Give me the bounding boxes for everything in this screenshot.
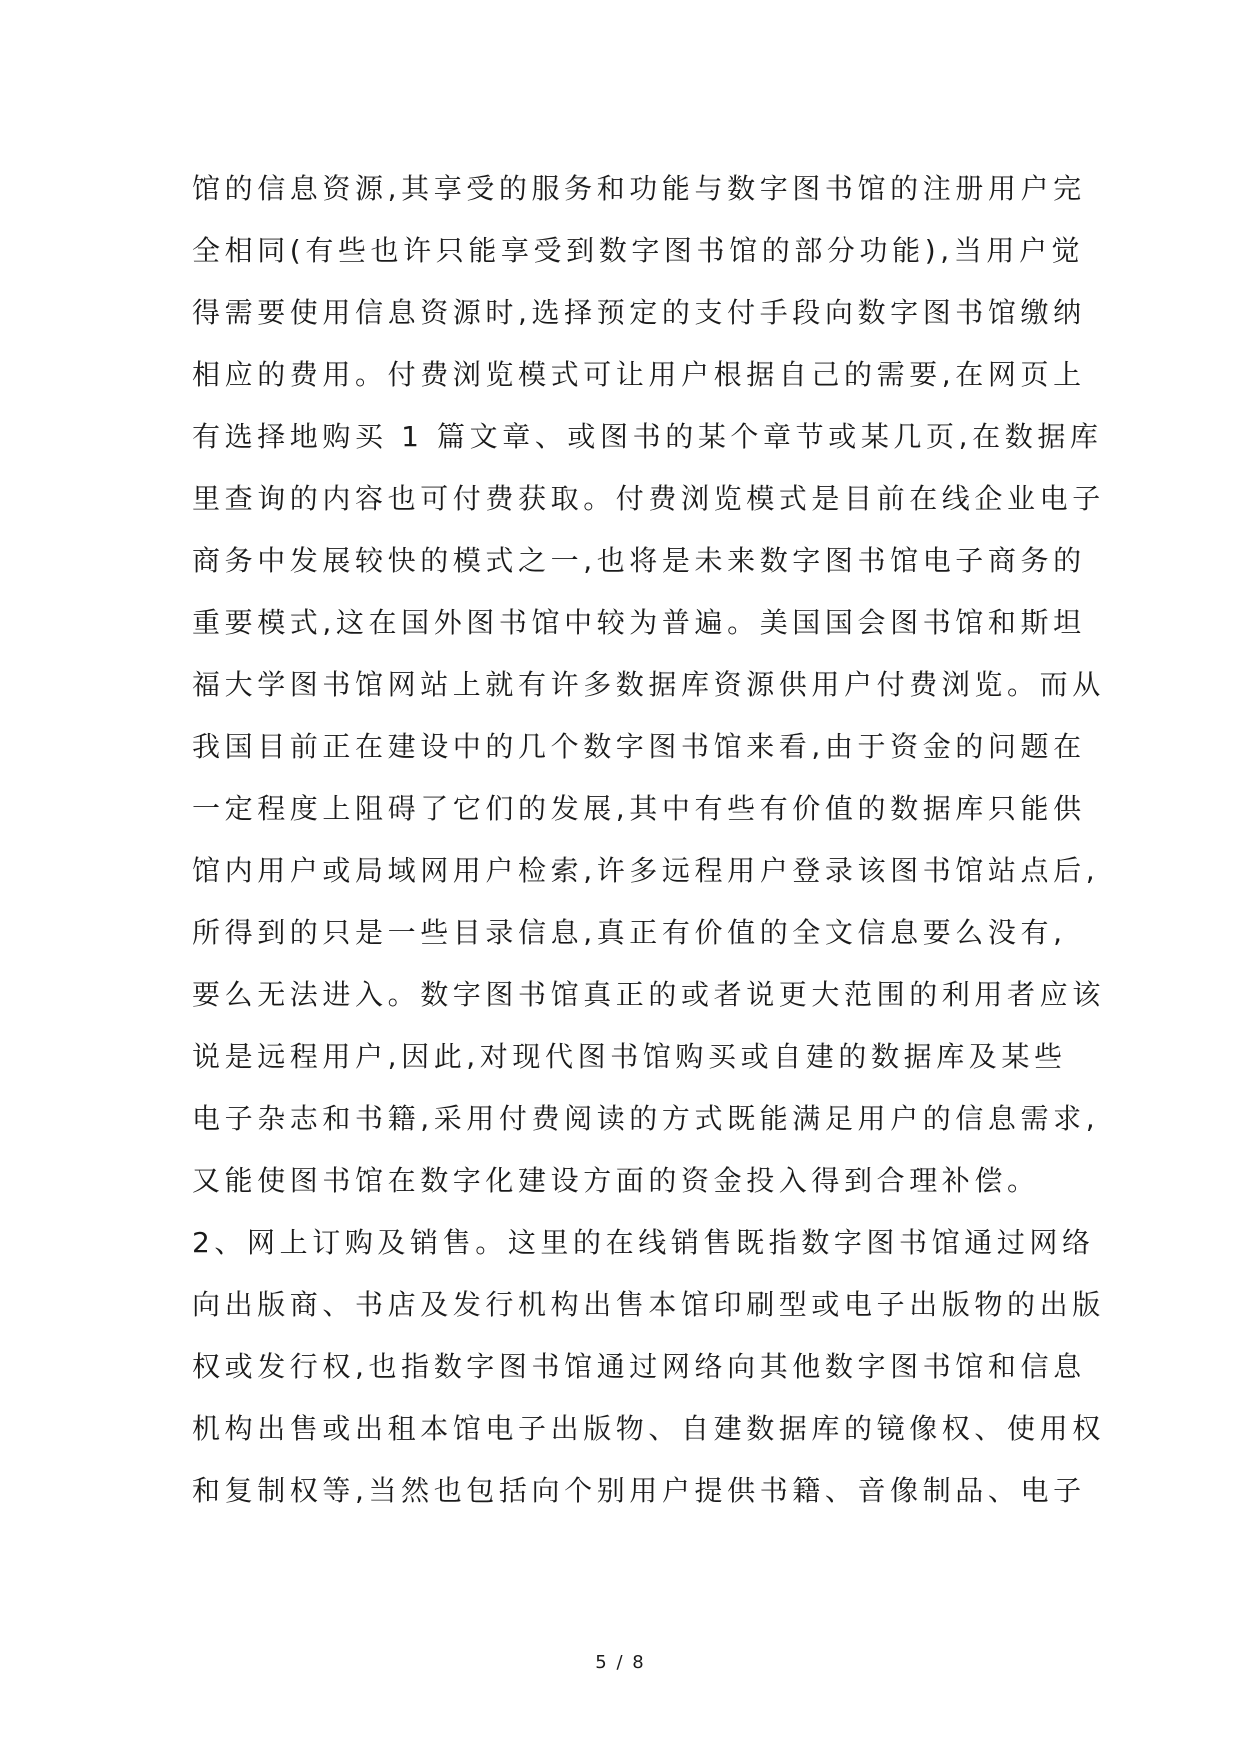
text-line: 机构出售或出租本馆电子出版物、自建数据库的镜像权、使用权 [192,1412,1105,1445]
text-line: 2、网上订购及销售。这里的在线销售既指数字图书馆通过网络 [192,1226,1095,1259]
text-line: 我国目前正在建设中的几个数字图书馆来看,由于资金的问题在 [192,730,1086,763]
text-line: 一定程度上阻碍了它们的发展,其中有些有价值的数据库只能供 [192,792,1086,825]
text-line: 重要模式,这在国外图书馆中较为普遍。美国国会图书馆和斯坦 [192,606,1086,639]
text-line: 又能使图书馆在数字化建设方面的资金投入得到合理补偿。 [192,1164,1040,1197]
text-line: 电子杂志和书籍,采用付费阅读的方式既能满足用户的信息需求, [192,1102,1100,1135]
text-line: 里查询的内容也可付费获取。付费浏览模式是目前在线企业电子 [192,482,1105,515]
text-line: 有选择地购买 1 篇文章、或图书的某个章节或某几页,在数据库 [192,420,1103,453]
text-line: 全相同(有些也许只能享受到数字图书馆的部分功能),当用户觉 [192,234,1085,267]
text-line: 权或发行权,也指数字图书馆通过网络向其他数字图书馆和信息 [192,1350,1086,1383]
text-line: 说是远程用户,因此,对现代图书馆购买或自建的数据库及某些 [192,1040,1067,1073]
text-line: 福大学图书馆网站上就有许多数据库资源供用户付费浏览。而从 [192,668,1105,701]
page-number: 5 / 8 [595,1652,646,1673]
text-line: 相应的费用。付费浏览模式可让用户根据自己的需要,在网页上 [192,358,1086,391]
text-line: 馆的信息资源,其享受的服务和功能与数字图书馆的注册用户完 [192,172,1086,205]
text-line: 得需要使用信息资源时,选择预定的支付手段向数字图书馆缴纳 [192,296,1086,329]
text-line: 和复制权等,当然也包括向个别用户提供书籍、音像制品、电子 [192,1474,1086,1507]
text-line: 所得到的只是一些目录信息,真正有价值的全文信息要么没有, [192,916,1067,949]
text-line: 商务中发展较快的模式之一,也将是未来数字图书馆电子商务的 [192,544,1086,577]
body-text [192,158,1105,1522]
text-line: 向出版商、书店及发行机构出售本馆印刷型或电子出版物的出版 [192,1288,1105,1321]
text-line: 要么无法进入。数字图书馆真正的或者说更大范围的利用者应该 [192,978,1105,1011]
text-line: 馆内用户或局域网用户检索,许多远程用户登录该图书馆站点后, [192,854,1100,887]
